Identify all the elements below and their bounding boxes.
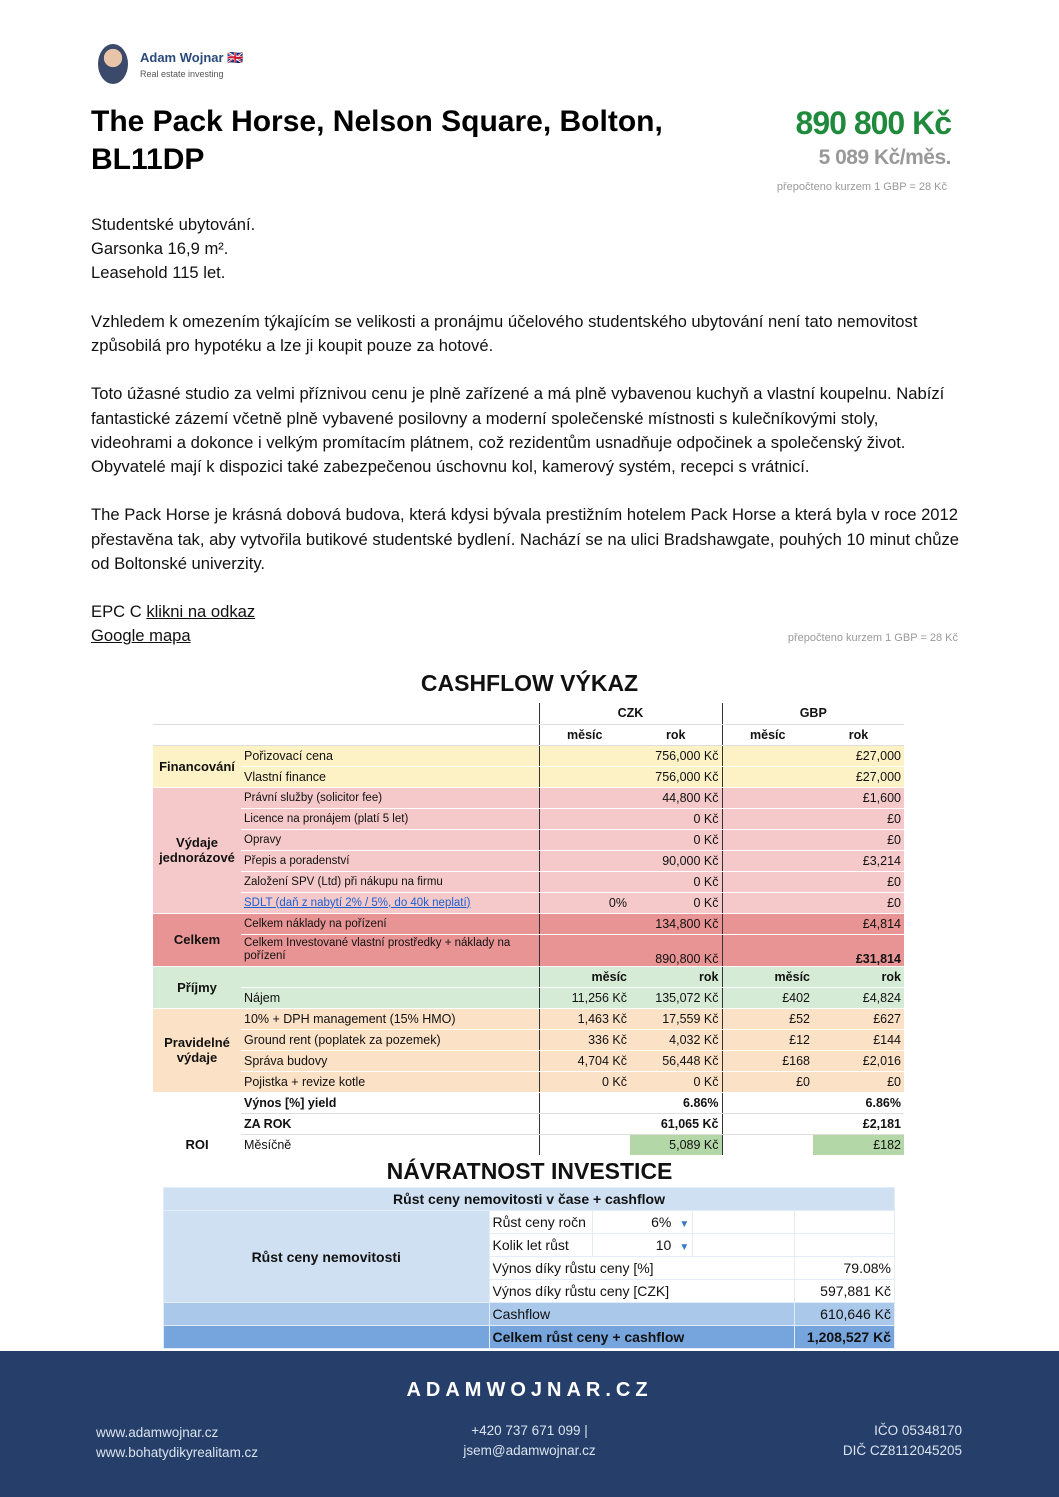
period-header-row: [153, 724, 904, 745]
table-row: [164, 1211, 895, 1234]
footer-company-ids: [843, 1421, 962, 1461]
header-year: rok: [630, 724, 722, 745]
cell-value: £4,814: [813, 913, 904, 934]
cell-value: £182: [813, 1134, 904, 1155]
row-label: Vlastní finance: [241, 766, 539, 787]
table-row: [153, 892, 904, 913]
footer-web-link[interactable]: www.bohatydikyrealitam.cz: [96, 1445, 259, 1460]
table-row: [153, 871, 904, 892]
cell-value: £3,214: [813, 850, 904, 871]
sdlt-link[interactable]: SDLT (daň z nabytí 2% / 5%, do 40k neplatí): [244, 896, 471, 909]
cell-value: 610,646 Kč: [795, 1303, 895, 1326]
section-onetime-costs: Výdaje jednorázové: [153, 787, 241, 913]
section-regular-costs: Pravidelné výdaje: [153, 1008, 241, 1092]
table-row: [153, 913, 904, 934]
property-description: [91, 213, 961, 649]
cell-value: 0%: [539, 892, 630, 913]
monthly-price: 5 089 Kč/měs.: [818, 146, 951, 169]
cashflow-heading: CASHFLOW VÝKAZ: [420, 670, 639, 696]
section-income: Příjmy: [153, 966, 241, 1008]
row-label: Výnos díky růstu ceny [CZK]: [489, 1280, 795, 1303]
desc-paragraph-mortgage: Vzhledem k omezením týkajícím se velikosti a pronájmu účelového studentského ubytování není tato nemovitost způsobilá pro hypotéku a lze ji koupit pouze za hotové.: [91, 311, 918, 355]
cell-value: 336 Kč: [539, 1029, 630, 1050]
footer-brand: ADAMWOJNAR.CZ: [406, 1379, 653, 1401]
cell-value: £0: [722, 1071, 813, 1092]
cell-value: 0 Kč: [630, 892, 722, 913]
row-label: Právní služby (solicitor fee): [241, 787, 539, 808]
cell-value: 1,208,527 Kč: [795, 1326, 895, 1349]
cell-value: £1,600: [813, 787, 904, 808]
table-row: [153, 966, 904, 987]
table-row: [153, 808, 904, 829]
header-year: rok: [630, 966, 722, 987]
table-row: [153, 787, 904, 808]
cell-value: 4,032 Kč: [630, 1029, 722, 1050]
cell-value: £144: [813, 1029, 904, 1050]
cell-value: £12: [722, 1029, 813, 1050]
desc-line-lease: Leasehold 115 let.: [91, 263, 226, 283]
page-title: The Pack Horse, Nelson Square, Bolton, BL11DP: [91, 105, 663, 176]
cell-value: £27,000: [813, 745, 904, 766]
cell-value: 79.08%: [795, 1257, 895, 1280]
row-label: 10% + DPH management (15% HMO): [241, 1008, 539, 1029]
row-label: Růst ceny ročn: [489, 1211, 593, 1234]
author-subtitle: Real estate investing: [140, 68, 224, 79]
table-row: [153, 1092, 904, 1113]
row-label: Výnos [%] yield: [241, 1092, 539, 1113]
cell-value: £0: [813, 808, 904, 829]
header-month: měsíc: [539, 724, 630, 745]
table-row: [153, 829, 904, 850]
footer-ico: IČO 05348170: [874, 1423, 962, 1438]
row-label: Kolik let růst: [489, 1234, 593, 1257]
epc-link[interactable]: klikni na odkaz: [146, 602, 256, 622]
roi-side-label: Růst ceny nemovitosti: [164, 1211, 490, 1303]
header-year: rok: [813, 966, 904, 987]
cell-value: £0: [813, 829, 904, 850]
cell-value: £27,000: [813, 766, 904, 787]
cell-value: 11,256 Kč: [539, 987, 630, 1008]
header-month: měsíc: [722, 724, 813, 745]
roi-table-title: Růst ceny nemovitosti v čase + cashflow: [164, 1188, 895, 1211]
cell-value: 4,704 Kč: [539, 1050, 630, 1071]
footer-web-link[interactable]: www.adamwojnar.cz: [96, 1425, 219, 1440]
currency-czk: CZK: [539, 703, 722, 724]
table-row: [164, 1326, 895, 1349]
row-label: Správa budovy: [241, 1050, 539, 1071]
dropdown-caret-icon: ▼: [679, 1242, 690, 1253]
row-label: Výnos díky růstu ceny [%]: [489, 1257, 795, 1280]
currency-header-row: [153, 703, 904, 724]
cell-value: 0 Kč: [630, 871, 722, 892]
header-year: rok: [813, 724, 904, 745]
cell-value: 56,448 Kč: [630, 1050, 722, 1071]
cell-value: £0: [813, 892, 904, 913]
table-row: [153, 934, 904, 966]
footer-email[interactable]: jsem@adamwojnar.cz: [463, 1443, 596, 1458]
header-month: měsíc: [722, 966, 813, 987]
row-label: Celkem náklady na pořízení: [241, 913, 539, 934]
row-label: Opravy: [241, 829, 539, 850]
section-financing: Financování: [153, 745, 241, 787]
avatar: [98, 44, 128, 84]
cell-value: £31,814: [813, 934, 904, 966]
desc-paragraph-amenities: Toto úžasné studio za velmi příznivou cenu je plně zařízené a má plně vybavenou kuchyň a vlastní koupelnu. Nabízí fantastické zázemí včetně plně vybavené posilovny a moderní společenské místnosti s kulečníkovými stoly, videohrami a dokonce i velkým promítacím plátnem, což rezidentům usnadňuje odpočinek a společenský život. Obyvatelé mají k dispozici také zabezpečenou úschovnu kol, kamerový systém, recepci s vrátnicí.: [91, 384, 945, 476]
cell-value: 756,000 Kč: [630, 745, 722, 766]
footer-dic: DIČ CZ8112045205: [842, 1443, 962, 1458]
table-row: [153, 850, 904, 871]
cell-value: 90,000 Kč: [630, 850, 722, 871]
cell-value: 597,881 Kč: [795, 1280, 895, 1303]
epc-label: EPC C: [91, 602, 147, 622]
table-row: [153, 745, 904, 766]
total-price: 890 800 Kč: [795, 105, 951, 141]
cell-value: 0 Kč: [630, 808, 722, 829]
desc-line-type: Studentské ubytování.: [91, 215, 256, 234]
footer-phone[interactable]: +420 737 671 099 |: [471, 1423, 588, 1438]
cell-value: 135,072 Kč: [630, 987, 722, 1008]
cell-value: £2,016: [813, 1050, 904, 1071]
row-label: Nájem: [241, 987, 539, 1008]
table-row: [164, 1303, 895, 1326]
roi-table: [163, 1187, 895, 1349]
cell-value: 0 Kč: [539, 1071, 630, 1092]
cell-value: 6.86%: [813, 1092, 904, 1113]
row-label: Cashflow: [489, 1303, 795, 1326]
cell-value: 0 Kč: [630, 1071, 722, 1092]
table-row: [153, 1134, 904, 1155]
header-month: měsíc: [539, 966, 630, 987]
row-label: Přepis a poradenství: [241, 850, 539, 871]
cell-value: 1,463 Kč: [539, 1008, 630, 1029]
table-row: [164, 1188, 895, 1211]
cell-value: 17,559 Kč: [630, 1008, 722, 1029]
row-label: Licence na pronájem (platí 5 let): [241, 808, 539, 829]
row-label: Pojistka + revize kotle: [241, 1071, 539, 1092]
dropdown-caret-icon: ▼: [679, 1219, 690, 1230]
cell-value: 44,800 Kč: [630, 787, 722, 808]
cell-value: 0 Kč: [630, 829, 722, 850]
currency-gbp: GBP: [722, 703, 904, 724]
row-label: Měsíčně: [241, 1134, 539, 1155]
cell-value: 134,800 Kč: [630, 913, 722, 934]
row-label: Založení SPV (Ltd) při nákupu na firmu: [241, 871, 539, 892]
section-total: Celkem: [153, 913, 241, 966]
cell-value: 756,000 Kč: [630, 766, 722, 787]
desc-line-size: Garsonka 16,9 m².: [91, 239, 229, 259]
exchange-rate-note-2: přepočteno kurzem 1 GBP = 28 Kč: [787, 632, 958, 644]
cell-value: £402: [722, 987, 813, 1008]
cell-value: £0: [813, 1071, 904, 1092]
cell-value: £627: [813, 1008, 904, 1029]
cell-value: £0: [813, 871, 904, 892]
roi-heading: NÁVRATNOST INVESTICE: [386, 1158, 673, 1184]
desc-paragraph-history: The Pack Horse je krásná dobová budova, která kdysi bývala prestižním hotelem Pack Horse a která byla v roce 2012 přestavěna tak, aby vytvořila butikové studentské bydlení. Nachází se na ulici Bradshawgate, pouhých 10 minut chůze od Boltonské univerzity.: [91, 505, 959, 573]
cell-value: £168: [722, 1050, 813, 1071]
epc-line: [91, 600, 961, 624]
google-map-link[interactable]: Google mapa: [91, 626, 191, 646]
row-label: Celkem Investované vlastní prostředky + náklady na pořízení: [241, 934, 539, 966]
section-roi: ROI: [153, 1092, 241, 1155]
table-row: [153, 766, 904, 787]
cell-value: £2,181: [813, 1113, 904, 1134]
row-label: Pořizovací cena: [241, 745, 539, 766]
cell-value: 6.86%: [630, 1092, 722, 1113]
table-row: [153, 1071, 904, 1092]
row-label: Ground rent (poplatek za pozemek): [241, 1029, 539, 1050]
table-row: [153, 1113, 904, 1134]
row-label: Celkem růst ceny + cashflow: [489, 1326, 795, 1349]
years-select[interactable]: 10 ▼: [593, 1234, 693, 1257]
cell-value: £52: [722, 1008, 813, 1029]
cell-value: £4,824: [813, 987, 904, 1008]
growth-rate-select[interactable]: 6% ▼: [593, 1211, 693, 1234]
row-label: ZA ROK: [241, 1113, 539, 1134]
table-row: [153, 987, 904, 1008]
exchange-rate-note: přepočteno kurzem 1 GBP = 28 Kč: [776, 181, 947, 193]
cell-value: 5,089 Kč: [630, 1134, 722, 1155]
cell-value: 890,800 Kč: [630, 934, 722, 966]
footer: [0, 1351, 1059, 1497]
author-name: Adam Wojnar 🇬🇧: [140, 49, 244, 65]
cell-value: 61,065 Kč: [630, 1113, 722, 1134]
table-row: [153, 1050, 904, 1071]
table-row: [153, 1029, 904, 1050]
author-block: [98, 44, 243, 84]
cashflow-table: [153, 703, 904, 1156]
table-row: [153, 1008, 904, 1029]
